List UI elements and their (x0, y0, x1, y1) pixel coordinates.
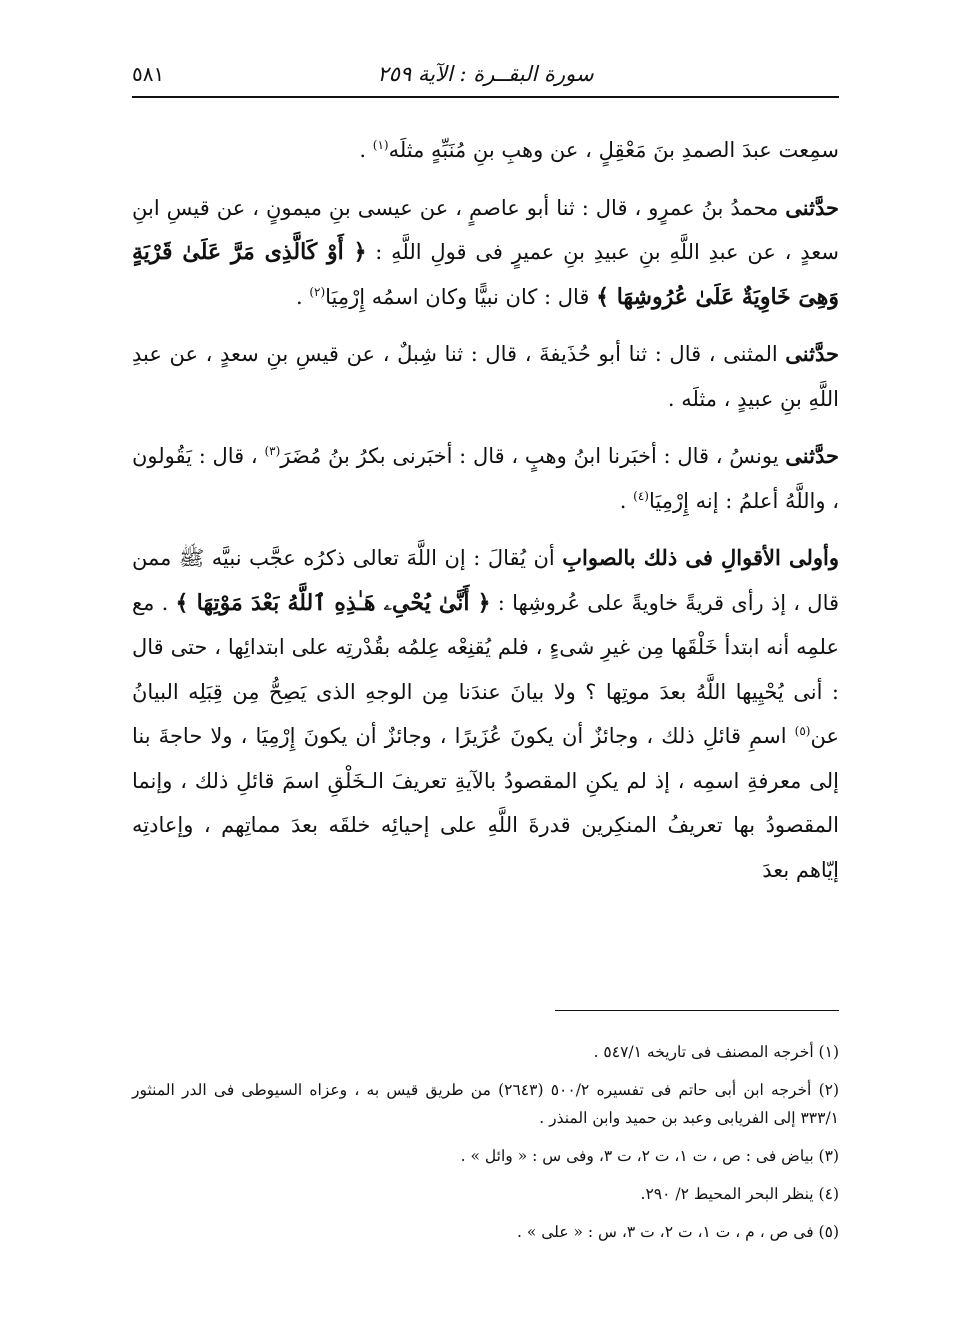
paragraph-end: . (295, 284, 310, 309)
footnote-ref: (٢) (309, 284, 326, 299)
paragraph-2 (132, 186, 839, 320)
footnote-ref: (١) (372, 138, 389, 152)
footnote-2: (٢) أخرجه ابن أبى حاتم فى تفسيره ٥٠٠/٢ (٢٦٤٣) من طريق قيس به ، وعزاه السيوطى فى الدر المنثور ٣٣٣/١ إلى الفريابى وعبد بن حميد وابن المنذر . (132, 1081, 840, 1127)
paragraph-text: اسمِ قائلِ ذلك ، وجائزٌ أن يكونَ عُزَيرًا ، وجائزٌ أن يكونَ إِرْمِيَا ، ولا حاجةَ بنا إلى معرفةِ اسمِه ، إذ لم يكنِ المقصودُ بالآيةِ تعريفَ الـخَلْقِ اسمَ قائلِ ذلك ، وإنما المقصودُ بها تعريفُ المنكِرين قدرةَ اللَّهِ على إحيائِه خلقَه بعدَ مماتِهم ، وإعادتِه إيّاهم بعدَ (132, 724, 839, 882)
page-header (132, 58, 839, 98)
quran-quote: ﴿ أَنَّىٰ يُحْىِۦ هَـٰذِهِ ٱللَّهُ بَعْدَ مَوْتِهَا ﴾ (175, 589, 491, 616)
paragraph-end: . (619, 488, 634, 513)
paragraph-text: يونسُ ، قال : أخبَرنا ابنُ وهبٍ ، قال : أخبَرنى بكرُ بنُ مُضَرَ (280, 444, 786, 468)
lead-word: حدَّثنى (785, 341, 839, 366)
paragraph-5 (132, 536, 839, 892)
paragraph-text: قال : كان نبيًّا وكان اسمُه إِرْمِيَا (325, 284, 597, 309)
paragraph-text: . مع علمِه أنه ابتدأ خَلْقَها مِن غيرِ شىءٍ ، فلم يُقنِعْه عِلمُه بقُدْرتِه على ابتدائِها ، حتى قال : أنى يُحْيِيها اللَّهُ بعدَ موتِها ؟ ولا بيانَ عندَنا مِن الوجهِ الذى يَصِحُّ مِن قِبَلِه البيانُ عن (132, 590, 839, 748)
footnote-ref: (٤) (633, 488, 649, 503)
footnote-5: (٥) فى ص ، م ، ت ١، ت ٢، ت ٣، س : « على » . (517, 1223, 839, 1241)
footnote-4: (٤) ينظر البحر المحيط ٢/ ٢٩٠. (640, 1185, 839, 1203)
footnotes (132, 1038, 839, 1256)
footnote-ref: (٣) (264, 444, 281, 458)
paragraph-text: محمدُ بنُ عمرٍو ، قال : ثنا أبو عاصمٍ ، عن عيسى بنِ ميمونٍ ، عن قيسِ ابنِ سعدٍ ، عن عبدِ اللَّهِ بنِ عبيدِ بنِ عميرٍ فى قولِ اللَّهِ : (132, 195, 839, 264)
running-title: سورة البقــرة : الآية ٢٥٩ (377, 62, 594, 86)
paragraph-1 (132, 128, 839, 173)
lead-phrase: وأولى الأقوالِ فى ذلك بالصوابِ (562, 545, 839, 570)
lead-word: حدَّثنى (785, 443, 839, 468)
paragraph-end: . (359, 138, 373, 162)
footnote-1: (١) أخرجه المصنف فى تاريخه ٥٤٧/١ . (593, 1043, 839, 1061)
footnote-divider (555, 1010, 839, 1011)
page-number: ٥٨١ (132, 62, 165, 86)
quran-quote: ﴿ أَوْ كَالَّذِى مَرَّ عَلَىٰ قَرْيَةٍ وَهِىَ خَاوِيَةٌ عَلَىٰ عُرُوشِهَا ﴾ (132, 239, 839, 310)
paragraph-text: أن يُقالَ : إن اللَّهَ تعالى ذكرُه عجَّب نبيَّه ﷺ ممن قال ، إذ رأى قريةً خاويةً على عُروشِها : (132, 546, 840, 615)
main-text (132, 128, 839, 905)
paragraph-4 (132, 434, 839, 523)
footnote-ref: (٥) (794, 724, 811, 738)
paragraph-text: سمِعت عبدَ الصمدِ بنَ مَعْقِلٍ ، عن وهبِ بنِ مُنَبِّهٍ مثلَه (388, 138, 839, 162)
paragraph-3 (132, 332, 839, 421)
footnote-3: (٣) بياض فى : ص ، ت ١، ت ٢، ت ٣، وفى س : « وائل » . (460, 1147, 839, 1165)
paragraph-text: المثنى ، قال : ثنا أبو حُذَيفةَ ، قال : ثنا شِبلٌ ، عن قيسِ بنِ سعدٍ ، عن عبدِ اللَّهِ بنِ عبيدٍ ، مثلَه . (132, 342, 839, 411)
lead-word: حدَّثنى (785, 194, 839, 220)
paragraph-text: ، قال : يَقُولون ، واللَّهُ أعلمُ : إنه إِرْمِيَا (132, 444, 839, 513)
